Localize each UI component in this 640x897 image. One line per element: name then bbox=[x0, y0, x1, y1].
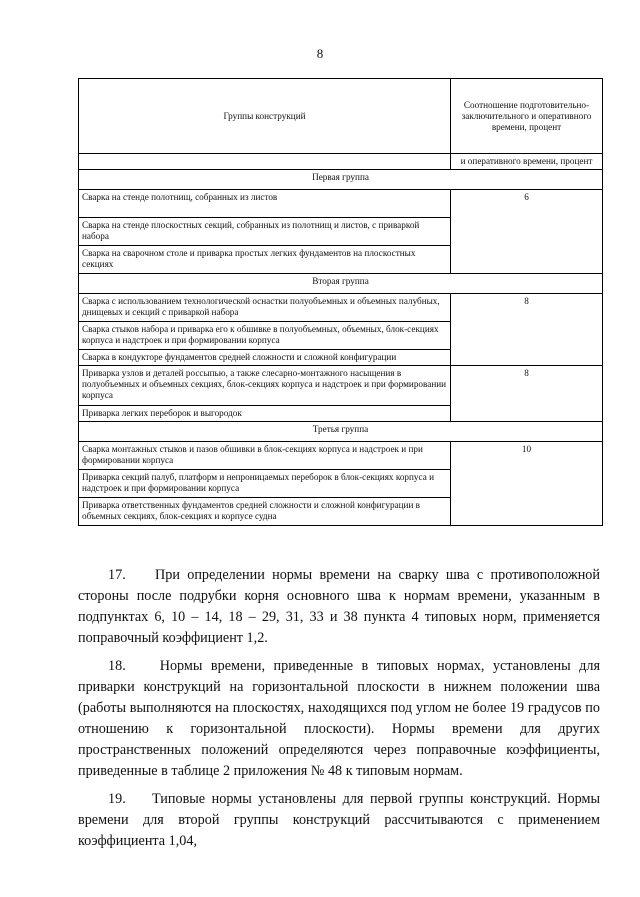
table-subheader-row bbox=[79, 154, 603, 170]
group-title-row bbox=[79, 422, 603, 442]
table-row bbox=[79, 294, 603, 322]
table-cell: Сварка с использованием технологической оснастки полуобъемных и объемных палубных, днищевых и секций с приваркой набора bbox=[79, 294, 451, 322]
header-ratio: Соотношение подготовительно-заключительного и оперативного времени, процент bbox=[451, 79, 603, 154]
norms-table bbox=[78, 78, 603, 526]
table-cell: Приварка ответственных фундаментов средней сложности и сложной конфигурации в объемных секциях, блок-секциях и корпусе судна bbox=[79, 498, 451, 526]
table-row bbox=[79, 442, 603, 470]
table-cell: Сварка монтажных стыков и пазов обшивки в блок-секциях корпуса и надстроек и при формировании корпуса bbox=[79, 442, 451, 470]
paragraph-18: 18. Нормы времени, приведенные в типовых нормах, установлены для приварки конструкций на горизонтальной плоскости в нижнем положении шва (работы выполняются на плоскостях, находящихся под углом не более 19 градусов по отношению к горизонтальной плоскости). Нормы времени для других пространственных положений определяются через поправочные коэффициенты, приведенные в таблице 2 приложения № 48 к типовым нормам. bbox=[78, 658, 600, 779]
table-cell: Сварка в кондукторе фундаментов средней сложности и сложной конфигурации bbox=[79, 350, 451, 366]
table-cell: Приварка узлов и деталей россыпью, а также слесарно-монтажного насыщения в полуобъемных и объемных секциях, блок-секциях корпуса и надстроек и при формировании корпуса bbox=[79, 366, 451, 406]
table-row bbox=[79, 366, 603, 406]
group-value: 6 bbox=[451, 190, 603, 274]
group-title-row bbox=[79, 170, 603, 190]
group-title-row bbox=[79, 274, 603, 294]
table-cell: Приварка секций палуб, платформ и непроницаемых переборок в блок-секциях корпуса и надстроек и при формировании корпуса bbox=[79, 470, 451, 498]
group-title: Вторая группа bbox=[79, 274, 603, 294]
table-cell: Сварка на стенде плоскостных секций, собранных из полотнищ и листов, с приваркой набора bbox=[79, 218, 451, 246]
table-cell: Приварка легких переборок и выгородок bbox=[79, 406, 451, 422]
body-text bbox=[78, 565, 600, 859]
group-value: 8 bbox=[451, 294, 603, 366]
group-title: Первая группа bbox=[79, 170, 603, 190]
group-value: 10 bbox=[451, 442, 603, 526]
subheader-ratio: и оперативного времени, процент bbox=[451, 154, 603, 170]
table-row bbox=[79, 190, 603, 218]
table-cell: Сварка стыков набора и приварка его к обшивке в полуобъемных, объемных, блок-секциях корпуса и надстроек и при формировании корпуса bbox=[79, 322, 451, 350]
table-cell: Сварка на сварочном столе и приварка простых легких фундаментов на плоскостных секциях bbox=[79, 246, 451, 274]
page-number: 8 bbox=[316, 46, 324, 61]
subheader-empty bbox=[79, 154, 451, 170]
table-cell: Сварка на стенде полотнищ, собранных из листов bbox=[79, 190, 451, 218]
paragraph-19: 19. Типовые нормы установлены для первой группы конструкций. Нормы времени для второй группы конструкций рассчитываются с применением коэффициента 1,04, bbox=[78, 791, 600, 849]
group-value: 8 bbox=[451, 366, 603, 422]
header-groups: Группы конструкций bbox=[79, 79, 451, 154]
group-title: Третья группа bbox=[79, 422, 603, 442]
table-header-row bbox=[79, 79, 603, 154]
paragraph-17: 17. При определении нормы времени на сварку шва с противоположной стороны после подрубки корня основного шва к нормам времени, указанным в подпунктах 6, 10 – 14, 18 – 29, 31, 33 и 38 пункта 4 типовых норм, применяется поправочный коэффициент 1,2. bbox=[78, 567, 600, 646]
